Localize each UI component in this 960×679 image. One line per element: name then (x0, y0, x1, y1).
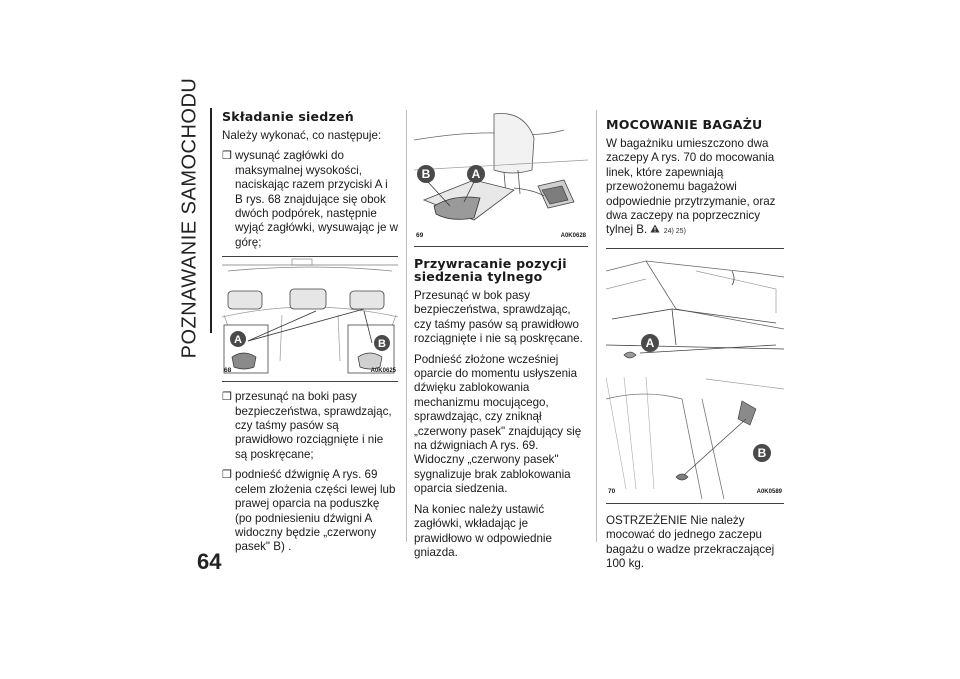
label-a: A (471, 167, 481, 181)
seat-backrest-lever-illustration (414, 110, 588, 244)
warning-paragraph: OSTRZEŻENIE Nie należy mocować do jednego zaczepu bagażu o wadze przekraczającej 100 kg. (606, 513, 775, 571)
label-b: B (421, 167, 431, 181)
bullet-item: ❒ przesunąć na boki pasy bezpieczeństwa, sprawdzając, czy taśmy pasów są prawidłowo rozciągnięte i nie są poskręcane; (222, 390, 392, 461)
bullet-item: ❒ wysunąć zagłówki do maksymalnej wysokości, naciskając razem przyciski A i B rys. 68 znajdujące się obok dwóch podpórek, następnie wyjąć zagłówki, wysuwając je w górę; (222, 149, 399, 249)
figure-code: A0K0628 (560, 232, 586, 239)
figure-69 (414, 110, 588, 247)
column-3 (606, 118, 784, 577)
paragraph: W bagażniku umieszczono dwa zaczepy A rys. 70 do mocowania linek, które zapewniają przewożonemu bagażowi odpowiednie przytrzymanie, oraz dwa zaczepy na poprzecznicy tylnej B. 24) 25) (606, 137, 776, 237)
checkbox-bullet-icon: ❒ (222, 150, 232, 163)
paragraph: Przesunąć w bok pasy bezpieczeństwa, sprawdzając, czy taśmy pasów są prawidłowo rozciągnięte i nie są poskręcane. (414, 289, 583, 346)
bullet-item: ❒ podnieść dźwignię A rys. 69 celem złożenia części lewej lub prawej oparcia na poduszkę (po podniesieniu dźwigni A widoczny będzie „czerwony pasek" B) . (222, 468, 396, 554)
checkbox-bullet-icon: ❒ (222, 391, 232, 404)
label-b: B (378, 338, 386, 351)
column-divider (406, 110, 407, 542)
luggage-hooks-illustration (606, 249, 784, 501)
chapter-title: POZNAWANIE SAMOCHODU (178, 77, 201, 359)
figure-code: A0K0625 (370, 367, 396, 374)
page-number: 64 (197, 549, 222, 574)
label-a: A (645, 335, 655, 350)
label-a: A (234, 334, 242, 347)
column-2 (414, 110, 588, 566)
warning-references: 24) 25) (663, 228, 686, 236)
figure-code: A0K0589 (756, 489, 782, 496)
chapter-rule (210, 108, 212, 333)
figure-70 (606, 248, 784, 504)
figure-number: 70 (608, 488, 616, 496)
section-heading: Przywracanie pozycji siedzenia tylnego (414, 256, 567, 284)
paragraph: Na koniec należy ustawić zagłówki, wkładając je prawidłowo w odpowiednie gniazda. (414, 502, 552, 559)
column-1 (222, 110, 398, 561)
figure-number: 69 (416, 231, 424, 239)
section-heading: Składanie siedzeń (222, 109, 354, 124)
paragraph: Należy wykonać, co następuje: (222, 129, 382, 142)
checkbox-bullet-icon: ❒ (222, 469, 232, 482)
label-b: B (757, 445, 767, 460)
section-heading: MOCOWANIE BAGAŻU (606, 117, 763, 132)
paragraph: Podnieść złożone wcześniej oparcie do momentu usłyszenia dźwięku zablokowania mechanizmu mocującego, sprawdzając, czy zniknął „czerwony pasek" znajdujący się na dźwigniach A rys. 69. Widoczny „czerwony pasek" sygnalizuje brak zablokowania oparcia siedzenia. (414, 352, 582, 496)
warning-triangle-icon (650, 224, 660, 233)
column-divider (596, 110, 597, 542)
rear-seat-headrests-illustration (222, 257, 398, 379)
figure-68 (222, 256, 398, 382)
figure-number: 68 (224, 366, 232, 374)
